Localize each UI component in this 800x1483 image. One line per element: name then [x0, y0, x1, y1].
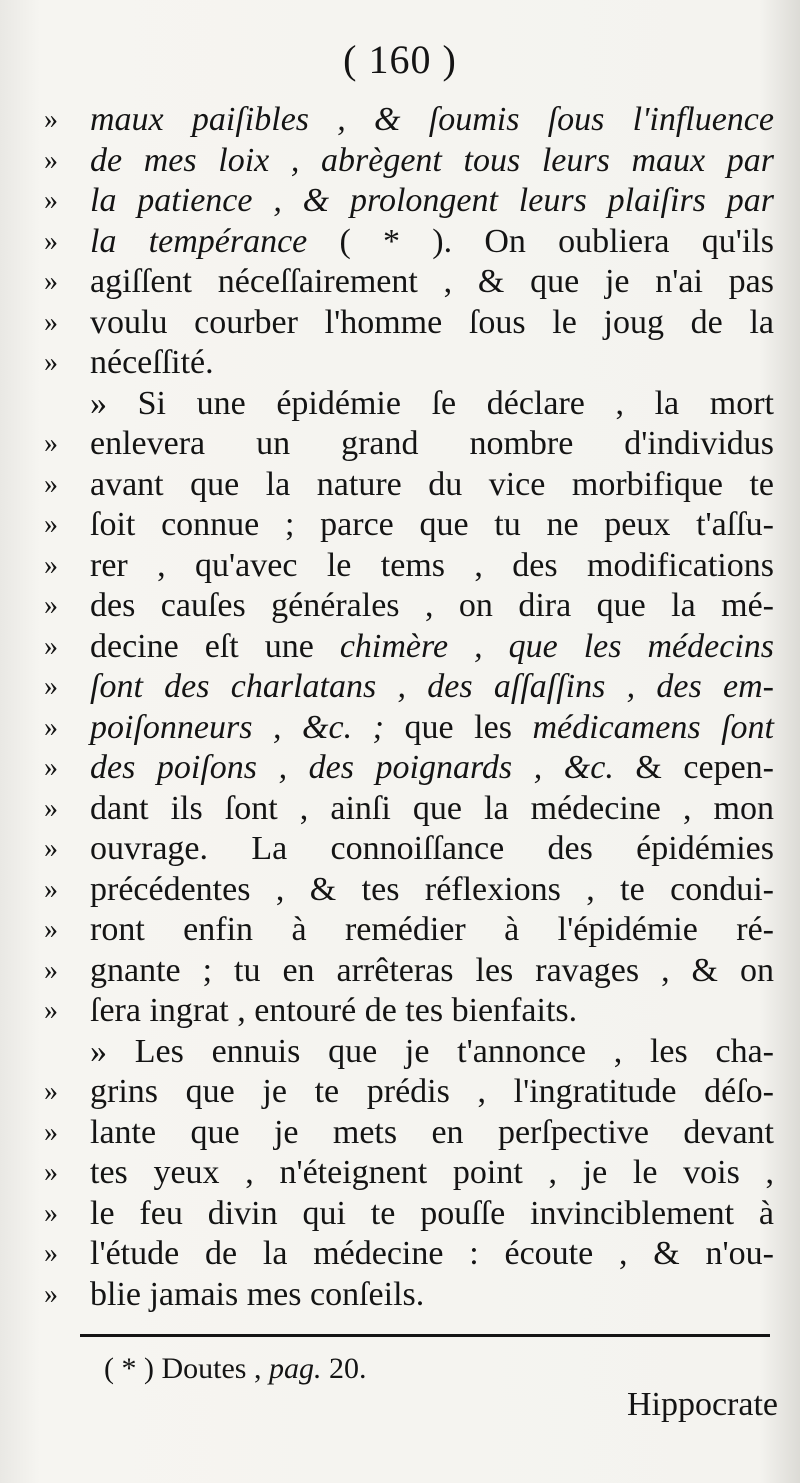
text-line [44, 789, 774, 830]
text-segment: voulu courber l'homme ſous le joug de la [90, 303, 774, 341]
line-text [90, 546, 774, 587]
text-line [44, 262, 774, 303]
line-text [90, 748, 774, 789]
quote-mark: » [44, 630, 58, 662]
text-line [44, 1072, 774, 1113]
quote-mark: » [44, 671, 58, 702]
line-text [90, 586, 774, 627]
text-segment: ront enfin à remédier à l'épidémie ré- [90, 911, 774, 948]
text-line [44, 951, 774, 992]
text-segment: que les [383, 708, 533, 746]
quote-mark: » [44, 509, 58, 540]
line-text [90, 303, 774, 344]
line-text [90, 910, 774, 951]
line-text [90, 1194, 774, 1235]
quote-mark: » [44, 1116, 58, 1148]
line-text [90, 951, 774, 992]
text-segment: blie jamais mes conſeils. [90, 1275, 425, 1313]
text-segment: néceſſité. [90, 344, 214, 381]
quote-mark: » [44, 1197, 58, 1229]
text-segment: » Si une épidémie ſe déclare , la mort [90, 384, 774, 422]
quote-mark: » [44, 225, 58, 257]
text-line [44, 1153, 774, 1194]
text-line [44, 910, 774, 951]
line-text [90, 1153, 774, 1194]
text-line [44, 991, 774, 1032]
text-line [44, 546, 774, 587]
footnote-suffix: 20. [321, 1352, 367, 1385]
text-line [44, 1234, 774, 1275]
italic-segment: chimère , que les médecins [339, 627, 775, 665]
italic-segment: médicamens ſont [532, 708, 775, 746]
text-line [44, 870, 774, 911]
text-segment: grins que je te prédis , l'ingratitude déſo- [90, 1073, 774, 1110]
italic-segment: de mes loix , abrègent tous leurs maux par [90, 141, 774, 179]
quote-mark: » [44, 954, 58, 986]
text-line [44, 181, 774, 222]
text-line [44, 465, 774, 506]
text-line [44, 1032, 774, 1073]
text-segment: tes yeux , n'éteignent point , je le vois , [90, 1154, 774, 1191]
quote-mark: » [44, 1238, 58, 1269]
text-segment: gnante ; tu en arrêteras les ravages , & on [90, 951, 774, 989]
text-line [44, 424, 774, 465]
text-segment: des cauſes générales , on dira que la mé- [90, 587, 774, 624]
line-text [90, 870, 774, 911]
quote-mark: » [44, 549, 58, 581]
quote-mark: » [44, 468, 58, 500]
text-segment: rer , qu'avec le tems , des modifications [90, 546, 774, 584]
text-line [44, 141, 774, 182]
italic-segment: poiſonneurs , &c. ; [90, 708, 384, 746]
text-segment: & cepen- [613, 749, 774, 786]
text-segment: ſera ingrat , entouré de tes bienfaits. [90, 992, 578, 1029]
line-text [90, 1113, 774, 1154]
line-text [90, 627, 774, 668]
line-text [90, 465, 774, 506]
line-text [90, 424, 774, 465]
text-line [44, 222, 774, 263]
quote-mark: » [44, 428, 58, 459]
line-text [90, 1275, 774, 1316]
text-segment: ( * ). On oubliera qu'ils [307, 222, 774, 260]
line-text [90, 1072, 774, 1113]
catchword: Hippocrate [626, 1386, 778, 1423]
quote-mark: » [44, 104, 58, 135]
text-segment: lante que je mets en perſpective devant [90, 1113, 774, 1151]
quote-mark: » [44, 873, 58, 905]
text-segment: dant ils ſont , ainſi que la médecine , mon [90, 789, 774, 827]
quote-mark: » [44, 995, 58, 1026]
text-line [44, 829, 774, 870]
line-text [90, 343, 774, 384]
body-text [44, 100, 774, 1315]
quote-mark: » [44, 144, 58, 176]
line-text [90, 100, 774, 141]
text-line [44, 667, 774, 708]
text-line [44, 1275, 774, 1316]
italic-segment: maux paiſibles , & ſoumis ſous l'influence [90, 101, 774, 138]
text-segment: ſoit connue ; parce que tu ne peux t'aſſu- [90, 506, 774, 543]
quote-mark: » [44, 792, 58, 824]
text-line [44, 505, 774, 546]
italic-segment: la patience , & prolongent leurs plaiſirs par [90, 182, 774, 219]
footnote-prefix: ( * ) Doutes , [104, 1352, 269, 1385]
line-text [90, 141, 774, 182]
quote-mark: » [44, 1076, 58, 1107]
line-text [90, 789, 774, 830]
line-text [90, 708, 774, 749]
text-segment: précédentes , & tes réflexions , te condui- [90, 870, 774, 908]
footnote-ref: pag. [268, 1352, 322, 1385]
line-text [90, 262, 774, 303]
quote-mark: » [44, 185, 58, 216]
line-text [90, 1234, 774, 1275]
italic-segment: ſont des charlatans , des aſſaſſins , des em- [90, 668, 774, 705]
quote-mark: » [44, 1157, 58, 1188]
text-line [44, 748, 774, 789]
quote-mark: » [44, 266, 58, 297]
text-segment: l'étude de la médecine : écoute , & n'ou- [90, 1235, 774, 1272]
text-line [44, 1113, 774, 1154]
line-text [90, 505, 774, 546]
text-segment: decine eſt une [90, 627, 340, 665]
line-text [90, 384, 774, 425]
text-line [44, 384, 774, 425]
text-segment: le feu divin qui te pouſſe invinciblement à [90, 1194, 774, 1232]
line-text [90, 1032, 774, 1073]
text-segment: enlevera un grand nombre d'individus [90, 425, 774, 462]
quote-mark: » [44, 711, 58, 743]
line-text [90, 991, 774, 1032]
italic-segment: des poiſons , des poignards , &c. [90, 749, 614, 786]
quote-mark: » [44, 833, 58, 864]
text-segment: » Les ennuis que je t'annonce , les cha- [90, 1032, 774, 1070]
quote-mark: » [44, 347, 58, 378]
text-segment: ouvrage. La connoiſſance des épidémies [90, 830, 774, 867]
footnote [104, 1352, 366, 1386]
text-line [44, 343, 774, 384]
quote-mark: » [44, 306, 58, 338]
quote-mark: » [44, 1278, 58, 1310]
page-number: ( 160 ) [343, 37, 457, 82]
line-text [90, 181, 774, 222]
text-line [44, 1194, 774, 1235]
line-text [90, 829, 774, 870]
line-text [90, 222, 774, 263]
italic-segment: la tempérance [90, 222, 308, 260]
text-line [44, 708, 774, 749]
text-line [44, 100, 774, 141]
line-text [90, 667, 774, 708]
text-line [44, 586, 774, 627]
footnote-rule [80, 1334, 770, 1337]
text-segment: agiſſent néceſſairement , & que je n'ai pas [90, 263, 774, 300]
quote-mark: » [44, 590, 58, 621]
quote-mark: » [44, 752, 58, 783]
quote-mark: » [44, 914, 58, 945]
text-line [44, 303, 774, 344]
text-line [44, 627, 774, 668]
text-segment: avant que la nature du vice morbifique te [90, 465, 774, 503]
